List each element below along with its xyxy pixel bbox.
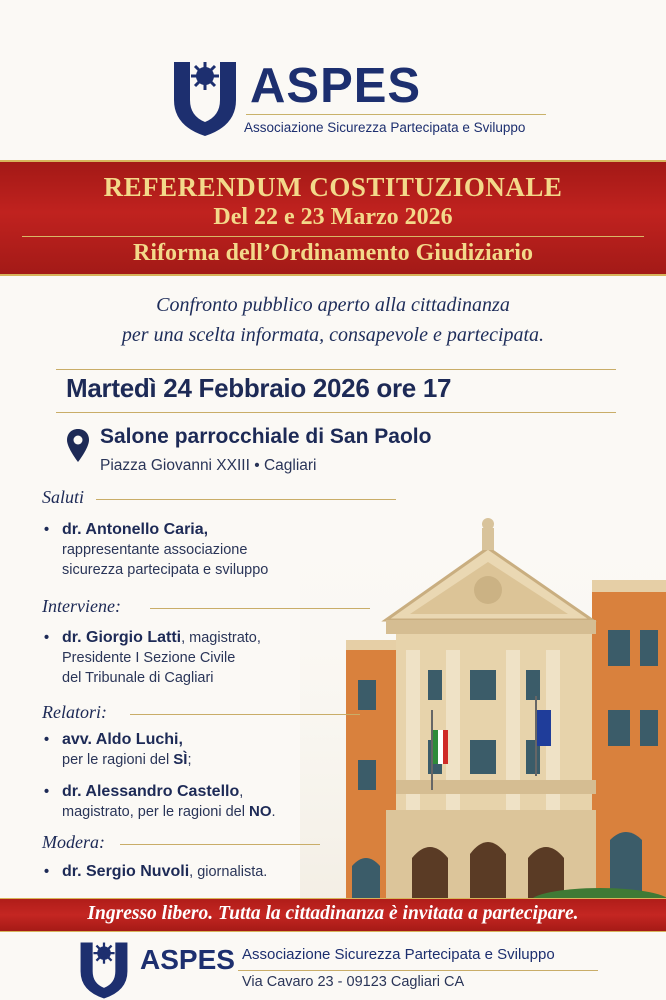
speaker-role: magistrato, per le ragioni del	[62, 804, 249, 820]
speaker-name: dr. Antonello Caria,	[62, 521, 209, 538]
speaker-role-2: sicurezza partecipata e sviluppo	[62, 562, 269, 578]
speaker-relatore-2	[44, 782, 276, 822]
speaker-relatore-1	[44, 730, 191, 770]
speaker-name: dr. Sergio Nuvoli	[62, 863, 190, 880]
footer-banner	[0, 898, 666, 932]
courthouse-illustration	[300, 510, 666, 906]
divider	[56, 412, 616, 413]
aspes-shield-logo	[78, 938, 130, 1000]
venue-address: Piazza Giovanni XXIII • Cagliari	[100, 457, 317, 474]
speaker-inline: , magistrato,	[181, 630, 261, 646]
speaker-role-suffix: .	[271, 804, 276, 820]
divider	[130, 714, 360, 715]
brand-subtitle: Associazione Sicurezza Partecipata e Sviluppo	[244, 120, 526, 135]
header-logo	[172, 56, 552, 142]
speaker-modera	[44, 862, 267, 882]
section-heading-relatori: Relatori:	[42, 702, 107, 722]
speaker-name: dr. Giorgio Latti	[62, 629, 182, 646]
bullet: •	[44, 522, 50, 538]
footer-logo	[78, 938, 638, 1000]
bullet: •	[44, 732, 50, 748]
divider	[246, 114, 546, 115]
speaker-role-2: del Tribunale di Cagliari	[62, 670, 214, 686]
speaker-inline: ,	[239, 784, 244, 800]
footer-address: Via Cavaro 23 - 09123 Cagliari CA	[242, 974, 465, 990]
speaker-role-1: Presidente I Sezione Civile	[62, 650, 236, 666]
speaker-inline: , giornalista.	[189, 864, 268, 880]
section-heading-modera: Modera:	[42, 832, 105, 852]
speaker-role: per le ragioni del	[62, 752, 174, 768]
speaker-saluti	[44, 520, 268, 580]
intro-line-1: Confronto pubblico aperto alla cittadinanza	[156, 294, 510, 316]
banner-title: REFERENDUM COSTITUZIONALE	[103, 172, 563, 202]
divider	[150, 608, 370, 609]
section-heading-interviene: Interviene:	[42, 596, 121, 616]
footer-brand-name: ASPES	[140, 944, 235, 975]
brand-name: ASPES	[250, 59, 422, 113]
bullet: •	[44, 630, 50, 646]
speaker-role-emphasis: SÌ	[173, 751, 188, 768]
location-pin-icon	[66, 428, 90, 464]
banner-subtitle: Riforma dell’Ordinamento Giudiziario	[133, 240, 533, 266]
section-heading-saluti: Saluti	[42, 487, 85, 507]
divider	[56, 369, 616, 370]
banner-date: Del 22 e 23 Marzo 2026	[213, 204, 453, 230]
speaker-role-1: rappresentante associazione	[62, 542, 248, 558]
speaker-interviene	[44, 628, 261, 688]
footer-brand-subtitle: Associazione Sicurezza Partecipata e Sviluppo	[242, 946, 555, 963]
title-banner	[0, 160, 666, 276]
bullet: •	[44, 784, 50, 800]
speaker-name: avv. Aldo Luchi,	[62, 731, 183, 748]
intro-text	[0, 290, 666, 350]
aspes-shield-logo	[172, 56, 238, 138]
speaker-role-suffix: ;	[187, 752, 192, 768]
bullet: •	[44, 864, 50, 880]
divider	[22, 236, 644, 237]
divider	[96, 499, 396, 500]
footer-banner-text: Ingresso libero. Tutta la cittadinanza è invitata a partecipare.	[87, 903, 579, 924]
event-datetime: Martedì 24 Febbraio 2026 ore 17	[66, 373, 452, 403]
speaker-name: dr. Alessandro Castello	[62, 783, 240, 800]
divider	[120, 844, 320, 845]
venue-name: Salone parrocchiale di San Paolo	[100, 425, 432, 448]
divider	[238, 970, 598, 971]
intro-line-2: per una scelta informata, consapevole e partecipata.	[121, 324, 545, 346]
speaker-role-emphasis: NO	[249, 803, 272, 820]
